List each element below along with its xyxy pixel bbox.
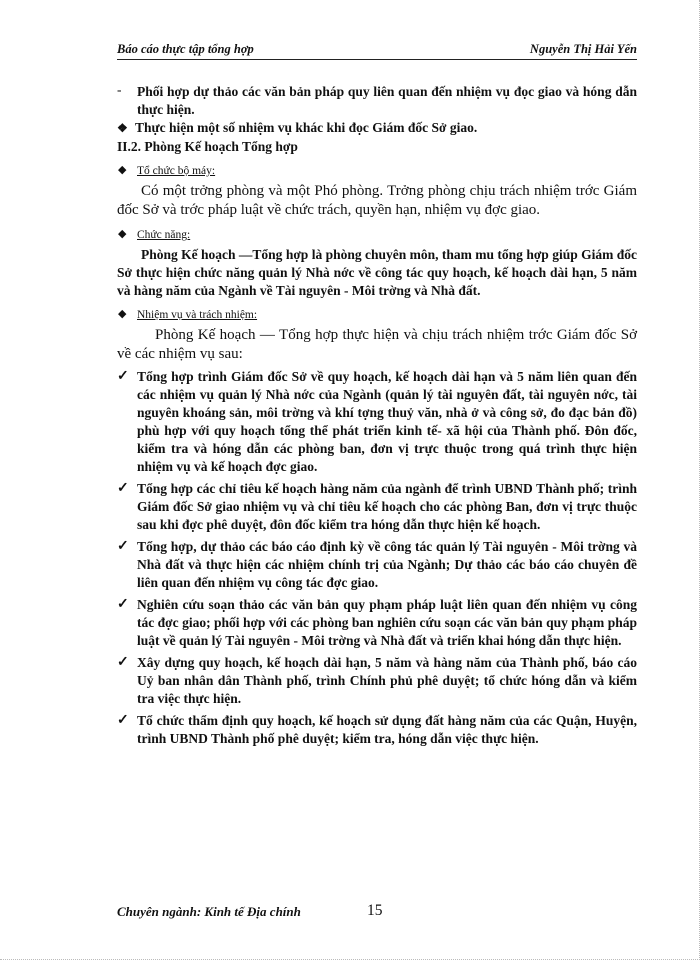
diamond-bullet-icon: ◆	[118, 164, 127, 176]
duty-text: Nghiên cứu soạn thảo các văn bản quy phạm pháp luật liên quan đến nhiệm vụ công tác đợc giao; phối hợp với các phòng ban nghiên cứu soạn các văn bản quy phạm pháp luật về quản lý Tài nguyên - Môi trờng và Nhà đất và triển khai hóng dẫn thực hiện.	[137, 597, 637, 648]
diamond-bullet-icon: ◆	[118, 228, 127, 240]
header-report-title: Báo cáo thực tập tổng hợp	[117, 42, 254, 56]
checkmark-icon: ✓	[117, 597, 129, 612]
list-item	[117, 119, 637, 137]
page-number: 15	[367, 902, 383, 919]
duty-text: Tổng hợp các chỉ tiêu kế hoạch hàng năm của ngành để trình UBND Thành phố; trình Giám đốc Sở giao nhiệm vụ và chỉ tiêu kế hoạch cho các phòng Ban, đơn vị trực thuộc sau khi đợc phê duyệt, đôn đốc kiểm tra hóng dẫn thực hiện kế hoạch.	[137, 481, 637, 532]
checkmark-icon: ✓	[117, 655, 129, 670]
duty-item	[117, 538, 637, 592]
diamond-star-icon: ❖	[117, 121, 128, 135]
diamond-bullet-icon: ◆	[118, 308, 127, 320]
checkmark-icon: ✓	[117, 481, 129, 496]
checkmark-icon: ✓	[117, 713, 129, 728]
list-item-text: Phối hợp dự thảo các văn bản pháp quy liên quan đến nhiệm vụ đọc giao và hóng dẫn thực hiện.	[137, 84, 637, 117]
page-content	[117, 83, 637, 748]
duty-item	[117, 712, 637, 748]
duty-item	[117, 480, 637, 534]
org-paragraph: Có một trởng phòng và một Phó phòng. Trởng phòng chịu trách nhiệm trớc Giám đốc Sở và trớc pháp luật về chức trách, quyền hạn, nhiệm vụ đợc giao.	[117, 183, 637, 218]
checkmark-icon: ✓	[117, 369, 129, 384]
list-item-text: Thực hiện một số nhiệm vụ khác khi đọc Giám đốc Sở giao.	[135, 120, 478, 135]
duty-text: Tổng hợp, dự thảo các báo cáo định kỳ về công tác quản lý Tài nguyên - Môi trờng và Nhà đất và thực hiện các nhiệm chính trị của Ngành; Dự thảo các báo cáo chuyên đề liên quan đến nhiệm vụ công tác đợc giao.	[137, 539, 637, 590]
footer-major: Chuyên ngành: Kinh tế Địa chính	[117, 904, 301, 919]
page-header	[117, 38, 637, 60]
duty-text: Tổ chức thẩm định quy hoạch, kế hoạch sử dụng đất hàng năm của các Quận, Huyện, trình UBND Thành phố phê duyệt; kiểm tra, hóng dẫn việc thực hiện.	[137, 713, 637, 746]
duty-item	[117, 368, 637, 476]
duties-intro: Phòng Kế hoạch — Tổng hợp thực hiện và chịu trách nhiệm trớc Giám đốc Sở về các nhiệm vụ sau:	[117, 327, 637, 362]
subsection-label-org	[117, 162, 637, 180]
duty-text: Xây dựng quy hoạch, kế hoạch dài hạn, 5 năm và hàng năm của Thành phố, báo cáo Uỷ ban nhân dân Thành phố, trình Chính phủ phê duyệt; tổ chức hóng dẫn và kiểm tra việc thực hiện.	[137, 655, 637, 706]
subsection-label-duties	[117, 306, 637, 324]
org-label: Tổ chức bộ máy:	[137, 165, 216, 177]
function-paragraph: Phòng Kế hoạch —Tổng hợp là phòng chuyên môn, tham mu tổng hợp giúp Giám đốc Sở thực hiện chức năng quản lý Nhà nớc về công tác quy hoạch, kế hoạch dài hạn, 5 năm và hàng năm của Ngành về Tài nguyên - Môi trờng và Nhà đất.	[117, 247, 637, 298]
subsection-label-function	[117, 226, 637, 244]
page-footer	[117, 904, 637, 920]
checkmark-icon: ✓	[117, 539, 129, 554]
duties-label: Nhiệm vụ và trách nhiệm:	[137, 309, 258, 321]
section-heading: II.2. Phòng Kế hoạch Tổng hợp	[117, 139, 298, 154]
dash-bullet: -	[117, 82, 122, 97]
duty-text: Tổng hợp trình Giám đốc Sở về quy hoạch, kế hoạch dài hạn và 5 năm liên quan đến các nhiệm vụ quản lý Nhà nớc của Ngành (quản lý tài nguyên đất, tài nguyên nớc, tài nguyên khoáng sản, môi trờng và khí tợng thuỷ văn, nhà ở và công sở, đo đạc bản đồ) phù hợp với quy hoạch tổng thể phát triển kinh tế- xã hội của Thành phố. Đôn đốc, kiểm tra và hóng dẫn các phòng ban, đơn vị trực thuộc trong quá trình thực hiện nhiệm vụ và kế hoạch đợc giao.	[137, 369, 637, 474]
list-item	[117, 83, 637, 119]
duty-item	[117, 596, 637, 650]
header-author: Nguyễn Thị Hải Yến	[529, 42, 637, 56]
duty-item	[117, 654, 637, 708]
function-label: Chức năng:	[137, 229, 191, 241]
